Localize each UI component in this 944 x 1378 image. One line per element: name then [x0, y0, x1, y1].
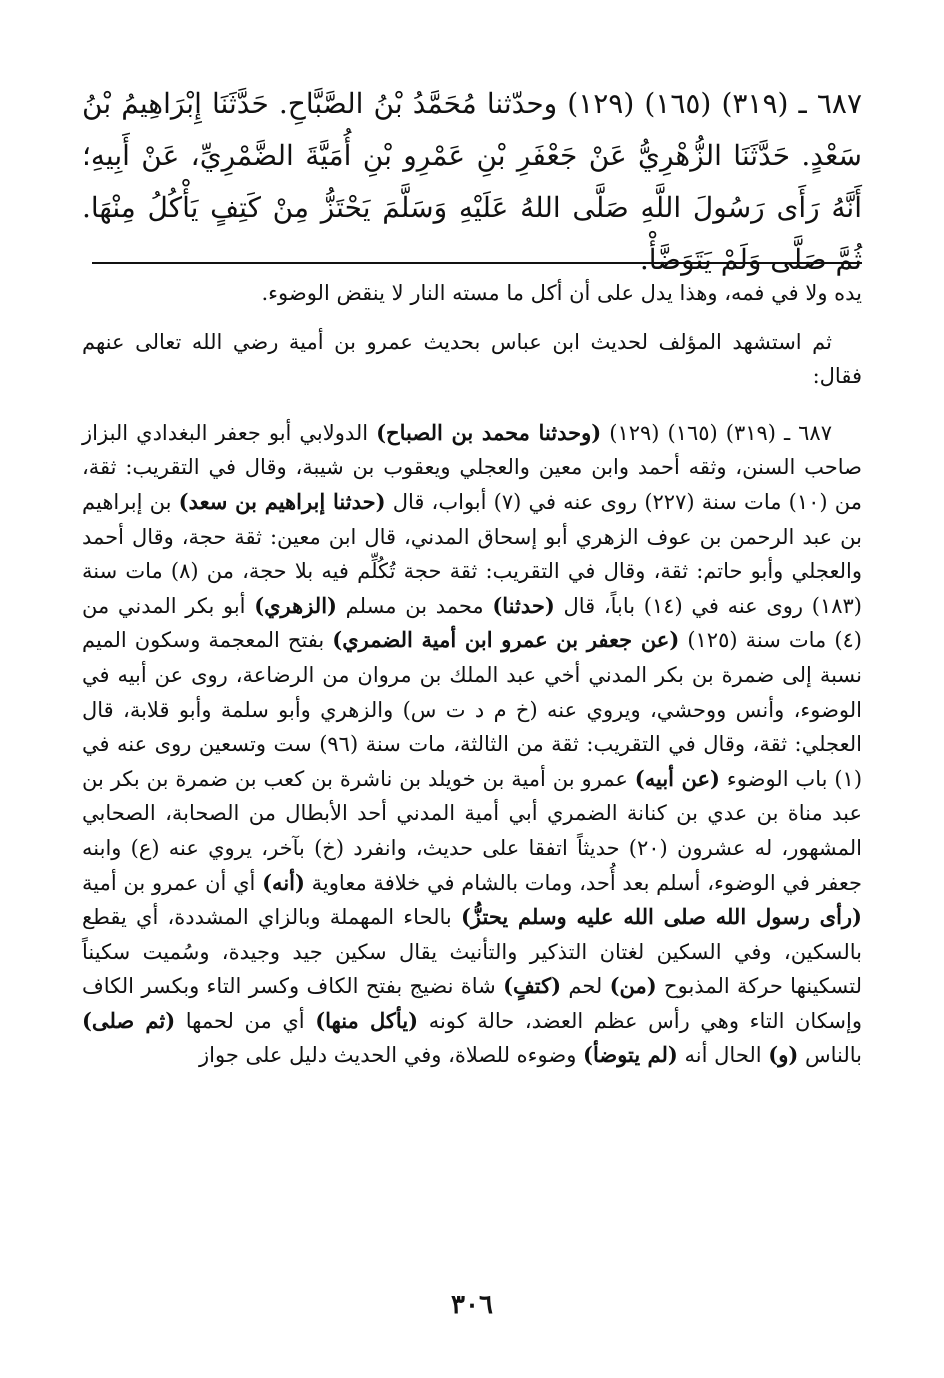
commentary-paragraph: يده ولا في فمه، وهذا يدل على أن أكل ما مسته النار لا ينقض الوضوء.: [261, 281, 862, 305]
text-run: الدولابي أبو جعفر البغدادي البزاز صاحب السنن، وثقه أحمد وابن معين والعجلي ويعقوب بن شيبة، وقال في التقريب: ثقة، من (١٠) مات سنة (٢٢٧) روى عنه في (٧) أبواب، قال: [82, 420, 862, 514]
quoted-text: (و): [768, 1042, 799, 1068]
quoted-text: (الزهري): [254, 592, 337, 618]
text-run: عمرو بن أمية بن خويلد بن ناشرة بن كعب بن ضمرة بن بكر بن عبد مناة بن عدي بن كنانة الضمري أبي أمية المدني أحد الأبطال من الصحابة، الصحابي المشهور، له عشرون (٢٠) حديثاً اتفقا على حديث، وانفرد (خ) بآخر، يروي عنه (ع) وابنه جعفر في الوضوء، أسلم بعد أُحد، ومات بالشام في خلافة معاوية: [82, 766, 863, 895]
text-run: بن إبراهيم بن عبد الرحمن بن عوف الزهري أبو إسحاق المدني، قال ابن معين: ثقة حجة، وقال أحمد والعجلي وأبو حاتم: ثقة، وقال في التقريب: ثقة حجة تُكُلِّم فيه بلا حجة، من (٨) مات سنة (١٨٣) روى عنه في (١٤) باباً، قال: [82, 489, 862, 618]
quoted-text: (من): [609, 973, 657, 999]
quoted-text: (وحدثنا محمد بن الصباح): [376, 419, 602, 445]
quoted-text: (أنه): [262, 869, 305, 895]
hadith-sentence: ٦٨٧ ـ (٣١٩) (١٦٥) (١٢٩) وحدّثنا مُحَمَّدُ بْنُ الصَّبَّاحِ. حَدَّثَنَا إِبْرَاهِيمُ بْنُ سَعْدٍ. حَدَّثَنَا الزُّهْرِيُّ عَنْ جَعْفَرِ بْنِ عَمْرِو بْنِ أُمَيَّةَ الضَّمْرِيِّ، عَنْ أَبِيهِ؛ أَنَّهُ رَأَى رَسُولَ اللَّهِ صَلَّى اللهُ عَلَيْهِ وَسَلَّمَ يَحْتَزُّ مِنْ كَتِفٍ يَأْكُلُ مِنْهَا. ثُمَّ صَلَّى وَلَمْ يَتَوَضَّأْ.: [82, 87, 862, 276]
quoted-text: (عن جعفر بن عمرو ابن أمية الضمري): [332, 627, 680, 653]
text-run: بالناس: [798, 1043, 862, 1068]
quoted-text: (لم يتوضأ): [583, 1042, 678, 1068]
text-run: الحال أنه: [677, 1043, 769, 1068]
text-run: شاة نضيج بفتح الكاف وكسر التاء وبكسر الكاف وإسكان التاء وهي رأس عظم العضد، حالة كونه: [82, 974, 862, 1033]
footnote-divider: [92, 262, 862, 264]
quoted-text: (حدثنا): [492, 592, 555, 618]
commentary-paragraph: ثم استشهد المؤلف لحديث ابن عباس بحديث عمرو بن أمية رضي الله تعالى عنهم فقال:: [82, 329, 862, 389]
text-run: أي من لحمها: [175, 1008, 316, 1033]
quoted-text: (يأكل منها): [315, 1007, 419, 1033]
text-run: أي أن عمرو بن أمية: [82, 870, 263, 895]
commentary-paragraph-chain: [82, 416, 862, 1073]
text-run: ٦٨٧ ـ (٣١٩) (١٦٥) (١٢٩): [601, 420, 832, 445]
quoted-text: (كتفٍ): [503, 973, 562, 999]
text-run: لحم: [561, 974, 610, 999]
text-run: محمد بن مسلم: [336, 593, 493, 618]
page-number: ٣٠٦: [451, 1290, 493, 1320]
hadith-text: [82, 78, 862, 286]
quoted-text: (ثم صلى): [82, 1007, 176, 1033]
quoted-text: (عن أبيه): [634, 765, 720, 791]
quoted-text: (حدثنا إبراهيم بن سعد): [178, 488, 386, 514]
text-run: وضوءه للصلاة، وفي الحديث دليل على جواز: [199, 1043, 584, 1068]
text-run: أبو بكر المدني من (٤) مات سنة (١٢٥): [82, 593, 862, 653]
commentary-section: [82, 276, 862, 1073]
book-page: [82, 78, 862, 1358]
text-run: بفتح المعجمة وسكون الميم نسبة إلى ضمرة بن بكر المدني أخي عبد الملك بن مروان من الرضاعة، روى عن أبيه في الوضوء، وأنس ووحشي، ويروي عنه (خ م د ت س) والزهري وأبو سلمة وأبو قلابة، قال العجلي: ثقة، وقال في التقريب: ثقة من الثالثة، مات سنة (٩٦) ست وتسعين روى عنه في (١) باب الوضوء: [82, 628, 863, 791]
quoted-text: (رأى رسول الله صلى الله عليه وسلم يحتزُّ): [460, 904, 862, 930]
text-run: بالحاء المهملة وبالزاي المشددة، أي يقطع بالسكين، وفي السكين لغتان التذكير والتأنيث يقال سكين جيد وجيدة، وسُميت سكيناً لتسكينها حركة المذبوح: [82, 905, 862, 999]
